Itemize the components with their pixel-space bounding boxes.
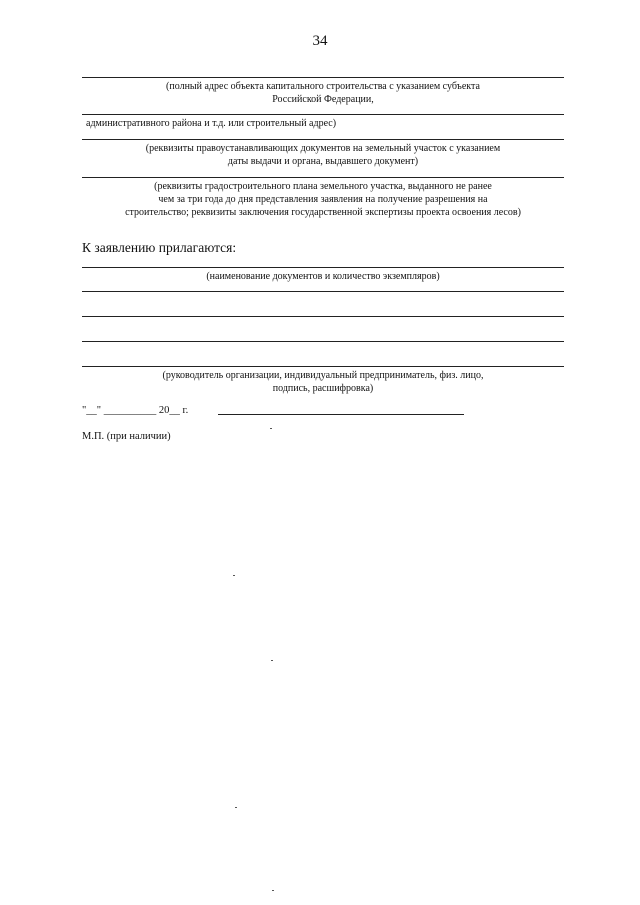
urban-plan-line <box>82 177 564 178</box>
date-line: "__" __________ 20__ г. <box>82 405 189 416</box>
address-caption: (полный адрес объекта капитального строительства с указанием субъекта <box>166 81 480 92</box>
urban-plan-caption-2: чем за три года до дня представления заявления на получение разрешения на <box>158 194 488 205</box>
scan-speck <box>235 807 237 808</box>
scan-speck <box>270 428 272 429</box>
signature-line <box>218 414 464 415</box>
address-caption-2: Российской Федерации, <box>272 94 374 105</box>
land-rights-line <box>82 139 564 140</box>
address-caption-3: административного района и т.д. или строительный адрес) <box>86 118 337 129</box>
land-rights-caption: (реквизиты правоустанавливающих документов на земельный участок с указанием <box>145 143 501 154</box>
attachments-line <box>82 267 564 268</box>
address-line <box>82 77 564 78</box>
stamp-label: М.П. (при наличии) <box>82 431 171 442</box>
signer-caption-2: подпись, расшифровка) <box>272 383 374 394</box>
attachments-line-3 <box>82 316 564 317</box>
scan-speck <box>233 575 235 576</box>
attachments-caption: (наименование документов и количество экземпляров) <box>206 271 440 282</box>
signer-caption: (руководитель организации, индивидуальный предприниматель, физ. лицо, <box>162 370 484 381</box>
scan-speck <box>272 890 274 891</box>
attachments-line-4 <box>82 341 564 342</box>
urban-plan-caption: (реквизиты градостроительного плана земельного участка, выданного не ранее <box>154 181 492 192</box>
scan-speck <box>271 660 273 661</box>
attachments-heading: К заявлению прилагаются: <box>82 240 237 255</box>
attachments-line-2 <box>82 291 564 292</box>
address-line-2 <box>82 114 564 115</box>
urban-plan-caption-3: строительство; реквизиты заключения государственной экспертизы проекта освоения лесов) <box>125 207 521 218</box>
signer-line <box>82 366 564 367</box>
land-rights-caption-2: даты выдачи и органа, выдавшего документ) <box>227 156 419 167</box>
page-number: 34 <box>312 33 328 49</box>
